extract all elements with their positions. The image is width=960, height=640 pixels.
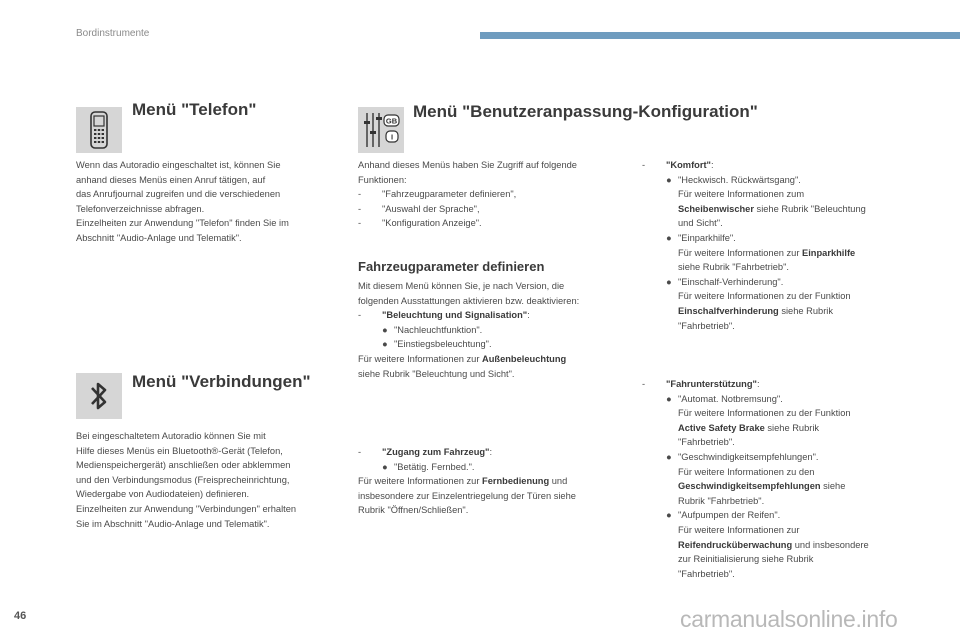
text-line: Sie im Abschnitt "Audio-Anlage und Telematik". <box>76 518 270 529</box>
list-item <box>358 187 577 202</box>
more-info-text: siehe Rubrik <box>764 422 820 433</box>
list-item <box>358 445 576 460</box>
bullet: ● <box>666 232 672 243</box>
text-line: "Fahrbetrieb". <box>678 568 735 579</box>
more-info <box>358 352 579 367</box>
verbindungen-text <box>76 429 296 531</box>
more-info-bold: Active Safety Brake <box>678 422 765 433</box>
colon: : <box>710 160 714 170</box>
bullet-item <box>642 392 869 407</box>
text-line: Hilfe dieses Menüs ein Bluetooth®-Gerät (Telefon, <box>76 445 283 456</box>
bullet: ● <box>666 174 672 185</box>
dash: - <box>642 160 646 170</box>
komfort-text <box>642 158 866 333</box>
text-line: Funktionen: <box>358 174 407 185</box>
dash: - <box>358 203 362 214</box>
more-info-bold: Einschalfverhinderung <box>678 305 779 316</box>
list-item-label: "Auswahl der Sprache", <box>382 203 480 214</box>
watermark: carmanualsonline.info <box>680 606 898 632</box>
dash: - <box>358 218 362 229</box>
bullet-label: "Automat. Notbremsung". <box>678 393 783 404</box>
text-line: "Fahrbetrieb". <box>678 437 735 448</box>
bullet: ● <box>666 393 672 404</box>
page-number: 46 <box>14 610 27 622</box>
telefon-title: Menü "Telefon" <box>132 100 257 119</box>
more-info-bold: Außenbeleuchtung <box>482 353 567 364</box>
text-line: Mit diesem Menü können Sie, je nach Version, die <box>358 281 565 291</box>
colon: : <box>489 447 493 457</box>
bluetooth-icon <box>76 373 122 419</box>
text-line: Rubrik "Fahrbetrieb". <box>678 495 765 506</box>
bullet-label: "Einparkhilfe". <box>678 232 736 243</box>
benutzer-text <box>358 158 577 231</box>
text-line: Für weitere Informationen zu der Funktion <box>678 291 851 302</box>
bullet-label: "Geschwindigkeitsempfehlungen". <box>678 451 819 462</box>
fahrzeug-title: Fahrzeugparameter definieren <box>358 259 545 274</box>
settings-sliders-icon <box>358 107 404 153</box>
text-line: Bei eingeschaltetem Autoradio können Sie mit <box>76 431 266 441</box>
bullet-item <box>642 275 866 290</box>
more-info <box>642 479 869 494</box>
text-line: zur Reinitialisierung siehe Rubrik <box>678 554 814 565</box>
text-line: "Fahrbetrieb". <box>678 320 735 331</box>
bullet-item <box>642 173 866 188</box>
bullet: ● <box>666 276 672 287</box>
fahrunter-text <box>642 377 869 581</box>
text-line: Rubrik "Öffnen/Schließen". <box>358 505 469 516</box>
phone-icon <box>76 107 122 153</box>
text-line: Wenn das Autoradio eingeschaltet ist, können Sie <box>76 160 281 170</box>
text-line: Telefonverzeichnisse abfragen. <box>76 203 205 214</box>
bullet-label: "Aufpumpen der Reifen". <box>678 510 781 521</box>
more-info <box>358 474 576 489</box>
bullet-item <box>642 508 869 523</box>
bullet: ● <box>382 461 388 472</box>
more-info-text: siehe <box>820 481 846 492</box>
text-line: Anhand dieses Menüs haben Sie Zugriff auf folgende <box>358 160 577 170</box>
colon: : <box>527 310 530 321</box>
bullet-label: "Nachleuchtfunktion". <box>394 324 483 335</box>
more-info-text: und <box>549 476 568 487</box>
bullet-item <box>358 337 579 352</box>
zugang-text <box>358 445 576 518</box>
text-line: anhand dieses Menüs einen Anruf tätigen, auf <box>76 174 266 185</box>
bullet: ● <box>666 451 672 462</box>
more-info <box>642 421 869 436</box>
bullet-item <box>358 460 576 475</box>
more-info-text: siehe Rubrik <box>778 305 834 316</box>
more-info-text: Für weitere Informationen zur <box>678 247 803 258</box>
text-line: Für weitere Informationen zur <box>678 524 800 535</box>
text-line: und Sicht". <box>678 218 723 229</box>
more-info <box>642 202 866 217</box>
bullet: ● <box>382 324 388 335</box>
text-line: insbesondere zur Einzelentriegelung der Türen siehe <box>358 490 576 501</box>
more-info <box>642 246 866 261</box>
header-bar <box>480 32 960 39</box>
more-info <box>642 538 869 553</box>
list-item <box>358 202 577 217</box>
text-line: Für weitere Informationen zum <box>678 189 805 200</box>
section-label: Bordinstrumente <box>76 28 150 39</box>
text-line: Wiedergabe von Audiodateien) definieren. <box>76 489 250 500</box>
bullet-label: "Einstiegsbeleuchtung". <box>394 339 492 350</box>
more-info-text: und insbesondere <box>792 539 869 550</box>
bullet-item <box>642 450 869 465</box>
bullet: ● <box>382 339 388 350</box>
beleuchtung-label: "Beleuchtung und Signalisation" <box>382 310 528 321</box>
more-info-text: Für weitere Informationen zur <box>358 476 483 487</box>
text-line: Für weitere Informationen zu den <box>678 466 815 477</box>
text-line: Abschnitt "Audio-Anlage und Telematik". <box>76 232 242 243</box>
text-line: Für weitere Informationen zu der Funktion <box>678 408 851 419</box>
fahrunter-label: "Fahrunterstützung" <box>666 379 757 389</box>
bullet-item <box>642 231 866 246</box>
bullet-label: "Heckwisch. Rückwärtsgang". <box>678 174 801 185</box>
list-item-label: "Konfiguration Anzeige". <box>382 218 482 229</box>
badge-gb: GB <box>385 116 398 126</box>
more-info-bold: Fernbedienung <box>482 476 550 487</box>
badge-i: I <box>390 132 394 142</box>
list-item <box>642 377 869 392</box>
text-line: Einzelheiten zur Anwendung "Verbindungen" erhalten <box>76 503 297 514</box>
verbindungen-title: Menü "Verbindungen" <box>132 372 311 391</box>
text-line: siehe Rubrik "Beleuchtung und Sicht". <box>358 368 515 379</box>
text-line: Medienspeichergerät) anschließen oder abklemmen <box>76 460 291 471</box>
list-item-label: "Fahrzeugparameter definieren", <box>382 189 517 200</box>
more-info-text: Für weitere Informationen zur <box>358 353 483 364</box>
list-item <box>642 158 866 173</box>
benutzer-title: Menü "Benutzeranpassung-Konfiguration" <box>413 102 758 121</box>
dash: - <box>358 189 362 200</box>
more-info-bold: Reifendrucküberwachung <box>678 539 793 550</box>
telefon-text <box>76 158 289 246</box>
bullet-label: "Betätig. Fernbed.". <box>394 461 475 472</box>
more-info-bold: Einparkhilfe <box>802 247 856 258</box>
dash: - <box>642 379 646 389</box>
fahrzeug-text <box>358 279 579 381</box>
zugang-label: "Zugang zum Fahrzeug" <box>382 447 490 457</box>
bullet-label: "Einschalf-Verhinderung". <box>678 276 784 287</box>
colon: : <box>756 379 760 389</box>
text-line: siehe Rubrik "Fahrbetrieb". <box>678 262 789 273</box>
text-line: und den Verbindungsmodus (Freisprecheinrichtung, <box>76 474 290 485</box>
more-info-bold: Geschwindigkeitsempfehlungen <box>678 481 821 492</box>
list-item <box>358 308 579 323</box>
text-line: Einzelheiten zur Anwendung "Telefon" finden Sie im <box>76 218 289 229</box>
bullet: ● <box>666 510 672 521</box>
text-line: das Anrufjournal zugreifen und die verschiedenen <box>76 189 281 200</box>
text-line: folgenden Ausstattungen aktivieren bzw. deaktivieren: <box>358 295 580 306</box>
more-info-text: siehe Rubrik "Beleuchtung <box>753 203 866 214</box>
more-info <box>642 304 866 319</box>
more-info-bold: Scheibenwischer <box>678 203 754 214</box>
bullet-item <box>358 323 579 338</box>
list-item <box>358 216 577 231</box>
dash: - <box>358 310 362 321</box>
dash: - <box>358 447 362 457</box>
komfort-label: "Komfort" <box>666 160 711 170</box>
